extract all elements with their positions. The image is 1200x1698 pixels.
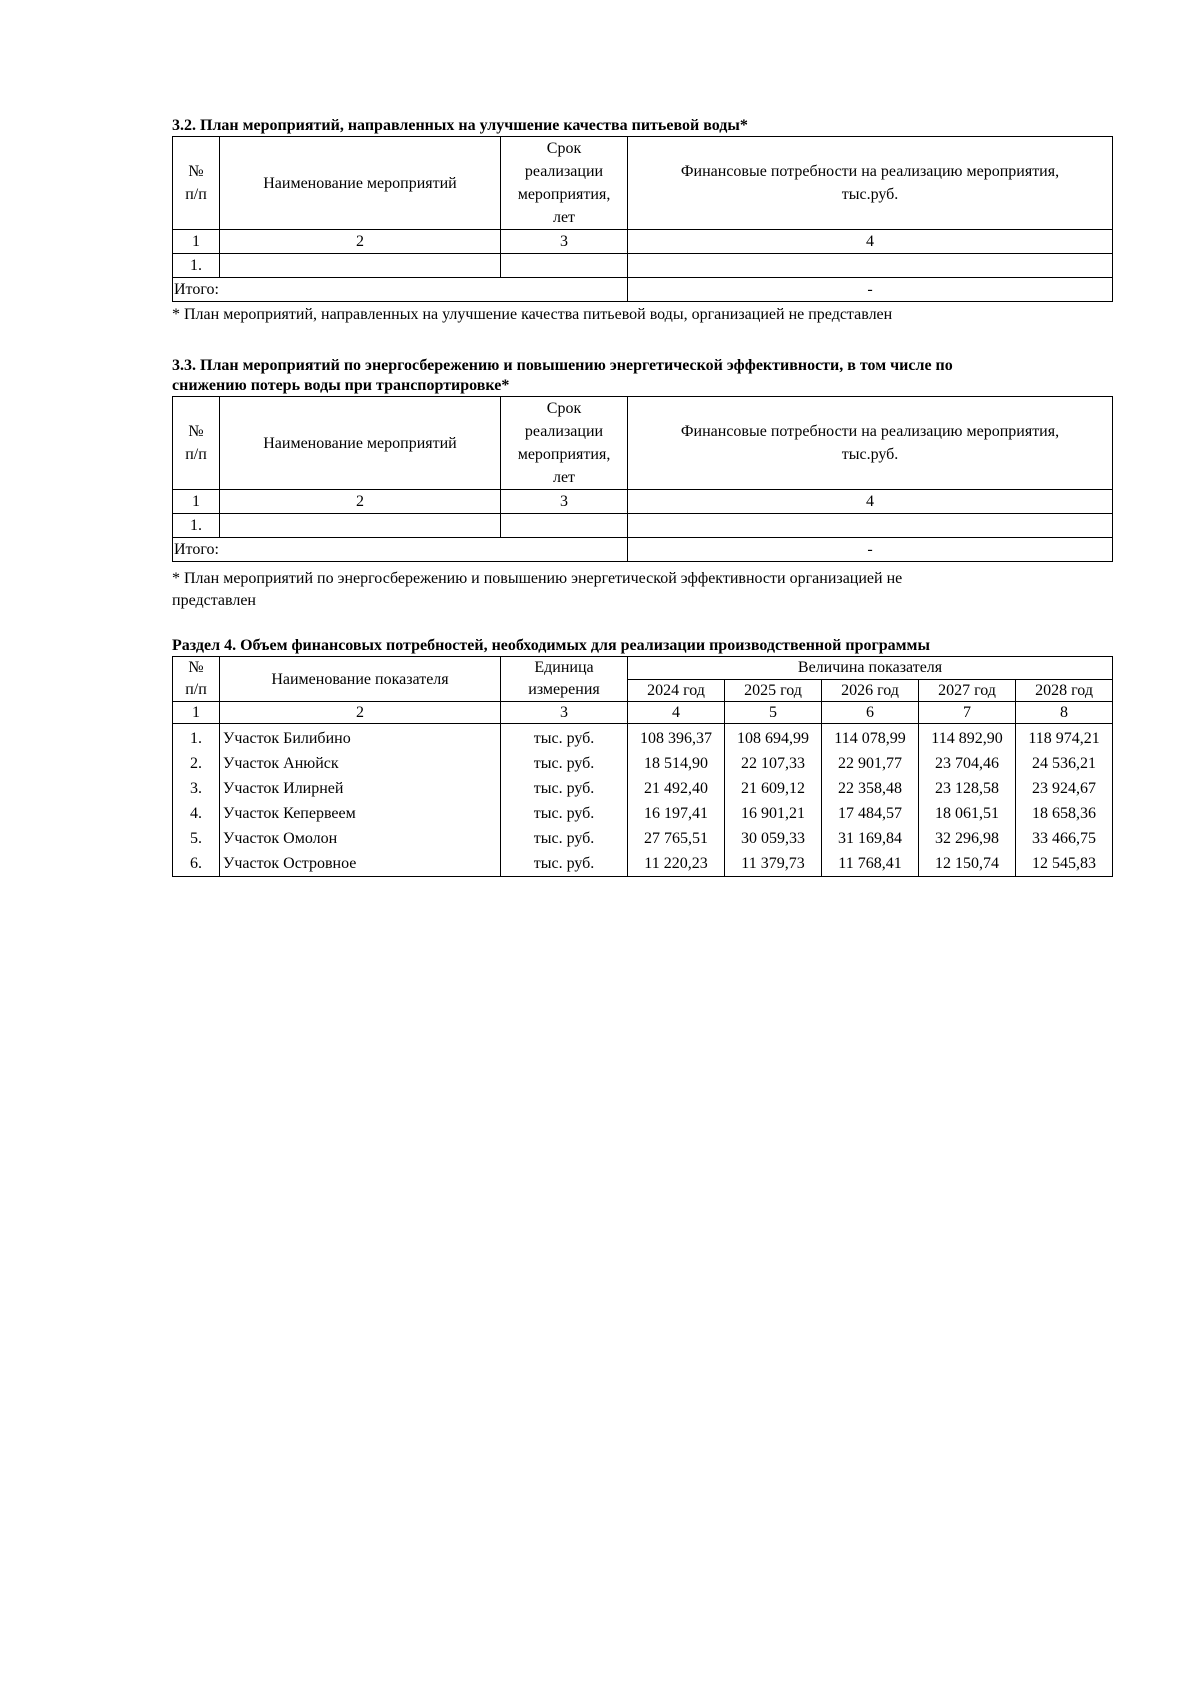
row-value: 16 197,41 bbox=[628, 801, 725, 826]
col-value-header: Величина показателя bbox=[628, 657, 1113, 680]
row-number: 6. bbox=[173, 851, 220, 877]
row-value: 18 514,90 bbox=[628, 751, 725, 776]
row-value: 21 609,12 bbox=[725, 776, 822, 801]
year-header: 2028 год bbox=[1016, 679, 1113, 702]
row-value: 12 545,83 bbox=[1016, 851, 1113, 877]
row-number: 1. bbox=[173, 514, 220, 538]
row-value: 33 466,75 bbox=[1016, 826, 1113, 851]
header-text: реализации bbox=[524, 423, 604, 440]
row-value: 114 078,99 bbox=[822, 724, 919, 752]
header-text: тыс.руб. bbox=[841, 186, 899, 203]
row-name: Участок Билибино bbox=[220, 724, 501, 752]
row-name: Участок Омолон bbox=[220, 826, 501, 851]
header-text: Финансовые потребности на реализацию мероприятия, bbox=[680, 163, 1060, 180]
year-header: 2024 год bbox=[628, 679, 725, 702]
column-number-row bbox=[173, 230, 1113, 254]
col-number: 7 bbox=[919, 702, 1016, 724]
col-number: 2 bbox=[220, 490, 501, 514]
col-name-header: Наименование мероприятий bbox=[220, 137, 501, 230]
footnote-3-3-line2: представлен bbox=[172, 592, 256, 609]
col-finance-header bbox=[628, 137, 1113, 230]
table-row bbox=[173, 826, 1113, 851]
section-3-2-title: 3.2. План мероприятий, направленных на улучшение качества питьевой воды* bbox=[172, 117, 748, 134]
row-number: 4. bbox=[173, 801, 220, 826]
footnote-3-2: * План мероприятий, направленных на улучшение качества питьевой воды, организацией не представлен bbox=[172, 306, 893, 323]
row-name: Участок Анюйск bbox=[220, 751, 501, 776]
col-number: 3 bbox=[501, 490, 628, 514]
row-cell bbox=[628, 514, 1113, 538]
row-value: 118 974,21 bbox=[1016, 724, 1113, 752]
header-text: измерения bbox=[528, 681, 600, 698]
row-value: 11 379,73 bbox=[725, 851, 822, 877]
col-number: 4 bbox=[628, 490, 1113, 514]
header-text: п/п bbox=[185, 186, 207, 203]
col-number: 1 bbox=[173, 702, 220, 724]
year-header: 2025 год bbox=[725, 679, 822, 702]
row-number: 1. bbox=[173, 724, 220, 752]
row-name: Участок Кепервеем bbox=[220, 801, 501, 826]
header-text: мероприятия, bbox=[517, 446, 611, 463]
total-row bbox=[173, 538, 1113, 562]
row-value: 23 128,58 bbox=[919, 776, 1016, 801]
row-value: 16 901,21 bbox=[725, 801, 822, 826]
table-row bbox=[173, 514, 1113, 538]
row-cell bbox=[628, 254, 1113, 278]
col-number: 5 bbox=[725, 702, 822, 724]
header-text: реализации bbox=[524, 163, 604, 180]
col-number: 3 bbox=[501, 702, 628, 724]
header-text: № bbox=[188, 163, 204, 180]
row-number: 3. bbox=[173, 776, 220, 801]
total-label: Итого: bbox=[173, 538, 628, 562]
header-text: лет bbox=[552, 469, 576, 486]
row-value: 12 150,74 bbox=[919, 851, 1016, 877]
table-row bbox=[173, 751, 1113, 776]
row-number: 1. bbox=[173, 254, 220, 278]
header-text: п/п bbox=[185, 681, 207, 698]
column-number-row bbox=[173, 702, 1113, 724]
row-value: 18 658,36 bbox=[1016, 801, 1113, 826]
row-value: 17 484,57 bbox=[822, 801, 919, 826]
year-header: 2027 год bbox=[919, 679, 1016, 702]
header-text: Срок bbox=[546, 400, 582, 417]
total-row bbox=[173, 278, 1113, 302]
row-cell bbox=[501, 514, 628, 538]
section-4-title: Раздел 4. Объем финансовых потребностей, необходимых для реализации производственной программы bbox=[172, 637, 930, 654]
col-name-header: Наименование мероприятий bbox=[220, 397, 501, 490]
col-num-header bbox=[173, 397, 220, 490]
header-text: Единица bbox=[534, 659, 594, 676]
total-value: - bbox=[628, 538, 1113, 562]
header-text: мероприятия, bbox=[517, 186, 611, 203]
col-number: 8 bbox=[1016, 702, 1113, 724]
row-value: 11 768,41 bbox=[822, 851, 919, 877]
table-3-3 bbox=[172, 396, 1113, 562]
row-value: 32 296,98 bbox=[919, 826, 1016, 851]
col-number: 4 bbox=[628, 702, 725, 724]
table-section-4 bbox=[172, 656, 1113, 877]
row-unit: тыс. руб. bbox=[501, 724, 628, 752]
table-row bbox=[173, 724, 1113, 752]
row-value: 18 061,51 bbox=[919, 801, 1016, 826]
total-label: Итого: bbox=[173, 278, 628, 302]
row-value: 114 892,90 bbox=[919, 724, 1016, 752]
row-value: 22 358,48 bbox=[822, 776, 919, 801]
footnote-3-3-line1: * План мероприятий по энергосбережению и повышению энергетической эффективности организацией не bbox=[172, 570, 903, 587]
year-header: 2026 год bbox=[822, 679, 919, 702]
row-cell bbox=[501, 254, 628, 278]
row-value: 27 765,51 bbox=[628, 826, 725, 851]
col-name-header: Наименование показателя bbox=[220, 657, 501, 702]
col-number: 6 bbox=[822, 702, 919, 724]
header-text: п/п bbox=[185, 446, 207, 463]
column-number-row bbox=[173, 490, 1113, 514]
row-value: 22 901,77 bbox=[822, 751, 919, 776]
col-number: 1 bbox=[173, 230, 220, 254]
header-text: Финансовые потребности на реализацию мероприятия, bbox=[680, 423, 1060, 440]
col-num-header bbox=[173, 657, 220, 702]
row-number: 2. bbox=[173, 751, 220, 776]
total-value: - bbox=[628, 278, 1113, 302]
col-unit-header bbox=[501, 657, 628, 702]
row-name: Участок Илирней bbox=[220, 776, 501, 801]
col-finance-header bbox=[628, 397, 1113, 490]
col-number: 3 bbox=[501, 230, 628, 254]
row-cell bbox=[220, 514, 501, 538]
row-cell bbox=[220, 254, 501, 278]
header-text: Срок bbox=[546, 140, 582, 157]
table-row bbox=[173, 851, 1113, 877]
document-page bbox=[172, 116, 1112, 877]
table-header-row bbox=[173, 397, 1113, 490]
section-3-3-title-line1: 3.3. План мероприятий по энергосбережению и повышению энергетической эффективности, в том числе по bbox=[172, 357, 953, 374]
table-3-2 bbox=[172, 136, 1113, 302]
table-header-row bbox=[173, 137, 1113, 230]
col-number: 2 bbox=[220, 702, 501, 724]
row-value: 24 536,21 bbox=[1016, 751, 1113, 776]
row-value: 30 059,33 bbox=[725, 826, 822, 851]
col-term-header bbox=[501, 137, 628, 230]
row-value: 11 220,23 bbox=[628, 851, 725, 877]
row-unit: тыс. руб. bbox=[501, 851, 628, 877]
row-unit: тыс. руб. bbox=[501, 826, 628, 851]
row-value: 108 396,37 bbox=[628, 724, 725, 752]
table-row bbox=[173, 776, 1113, 801]
col-num-header bbox=[173, 137, 220, 230]
col-number: 2 bbox=[220, 230, 501, 254]
row-number: 5. bbox=[173, 826, 220, 851]
row-value: 21 492,40 bbox=[628, 776, 725, 801]
table-row bbox=[173, 254, 1113, 278]
section-3-3-title-line2: снижению потерь воды при транспортировке* bbox=[172, 377, 510, 394]
row-value: 23 924,67 bbox=[1016, 776, 1113, 801]
row-unit: тыс. руб. bbox=[501, 801, 628, 826]
table-row bbox=[173, 801, 1113, 826]
table-header-row bbox=[173, 657, 1113, 680]
row-name: Участок Островное bbox=[220, 851, 501, 877]
col-number: 4 bbox=[628, 230, 1113, 254]
header-text: тыс.руб. bbox=[841, 446, 899, 463]
row-unit: тыс. руб. bbox=[501, 776, 628, 801]
header-text: № bbox=[188, 423, 204, 440]
header-text: лет bbox=[552, 209, 576, 226]
row-value: 108 694,99 bbox=[725, 724, 822, 752]
row-value: 22 107,33 bbox=[725, 751, 822, 776]
row-value: 31 169,84 bbox=[822, 826, 919, 851]
col-number: 1 bbox=[173, 490, 220, 514]
col-term-header bbox=[501, 397, 628, 490]
row-unit: тыс. руб. bbox=[501, 751, 628, 776]
header-text: № bbox=[188, 659, 204, 676]
row-value: 23 704,46 bbox=[919, 751, 1016, 776]
